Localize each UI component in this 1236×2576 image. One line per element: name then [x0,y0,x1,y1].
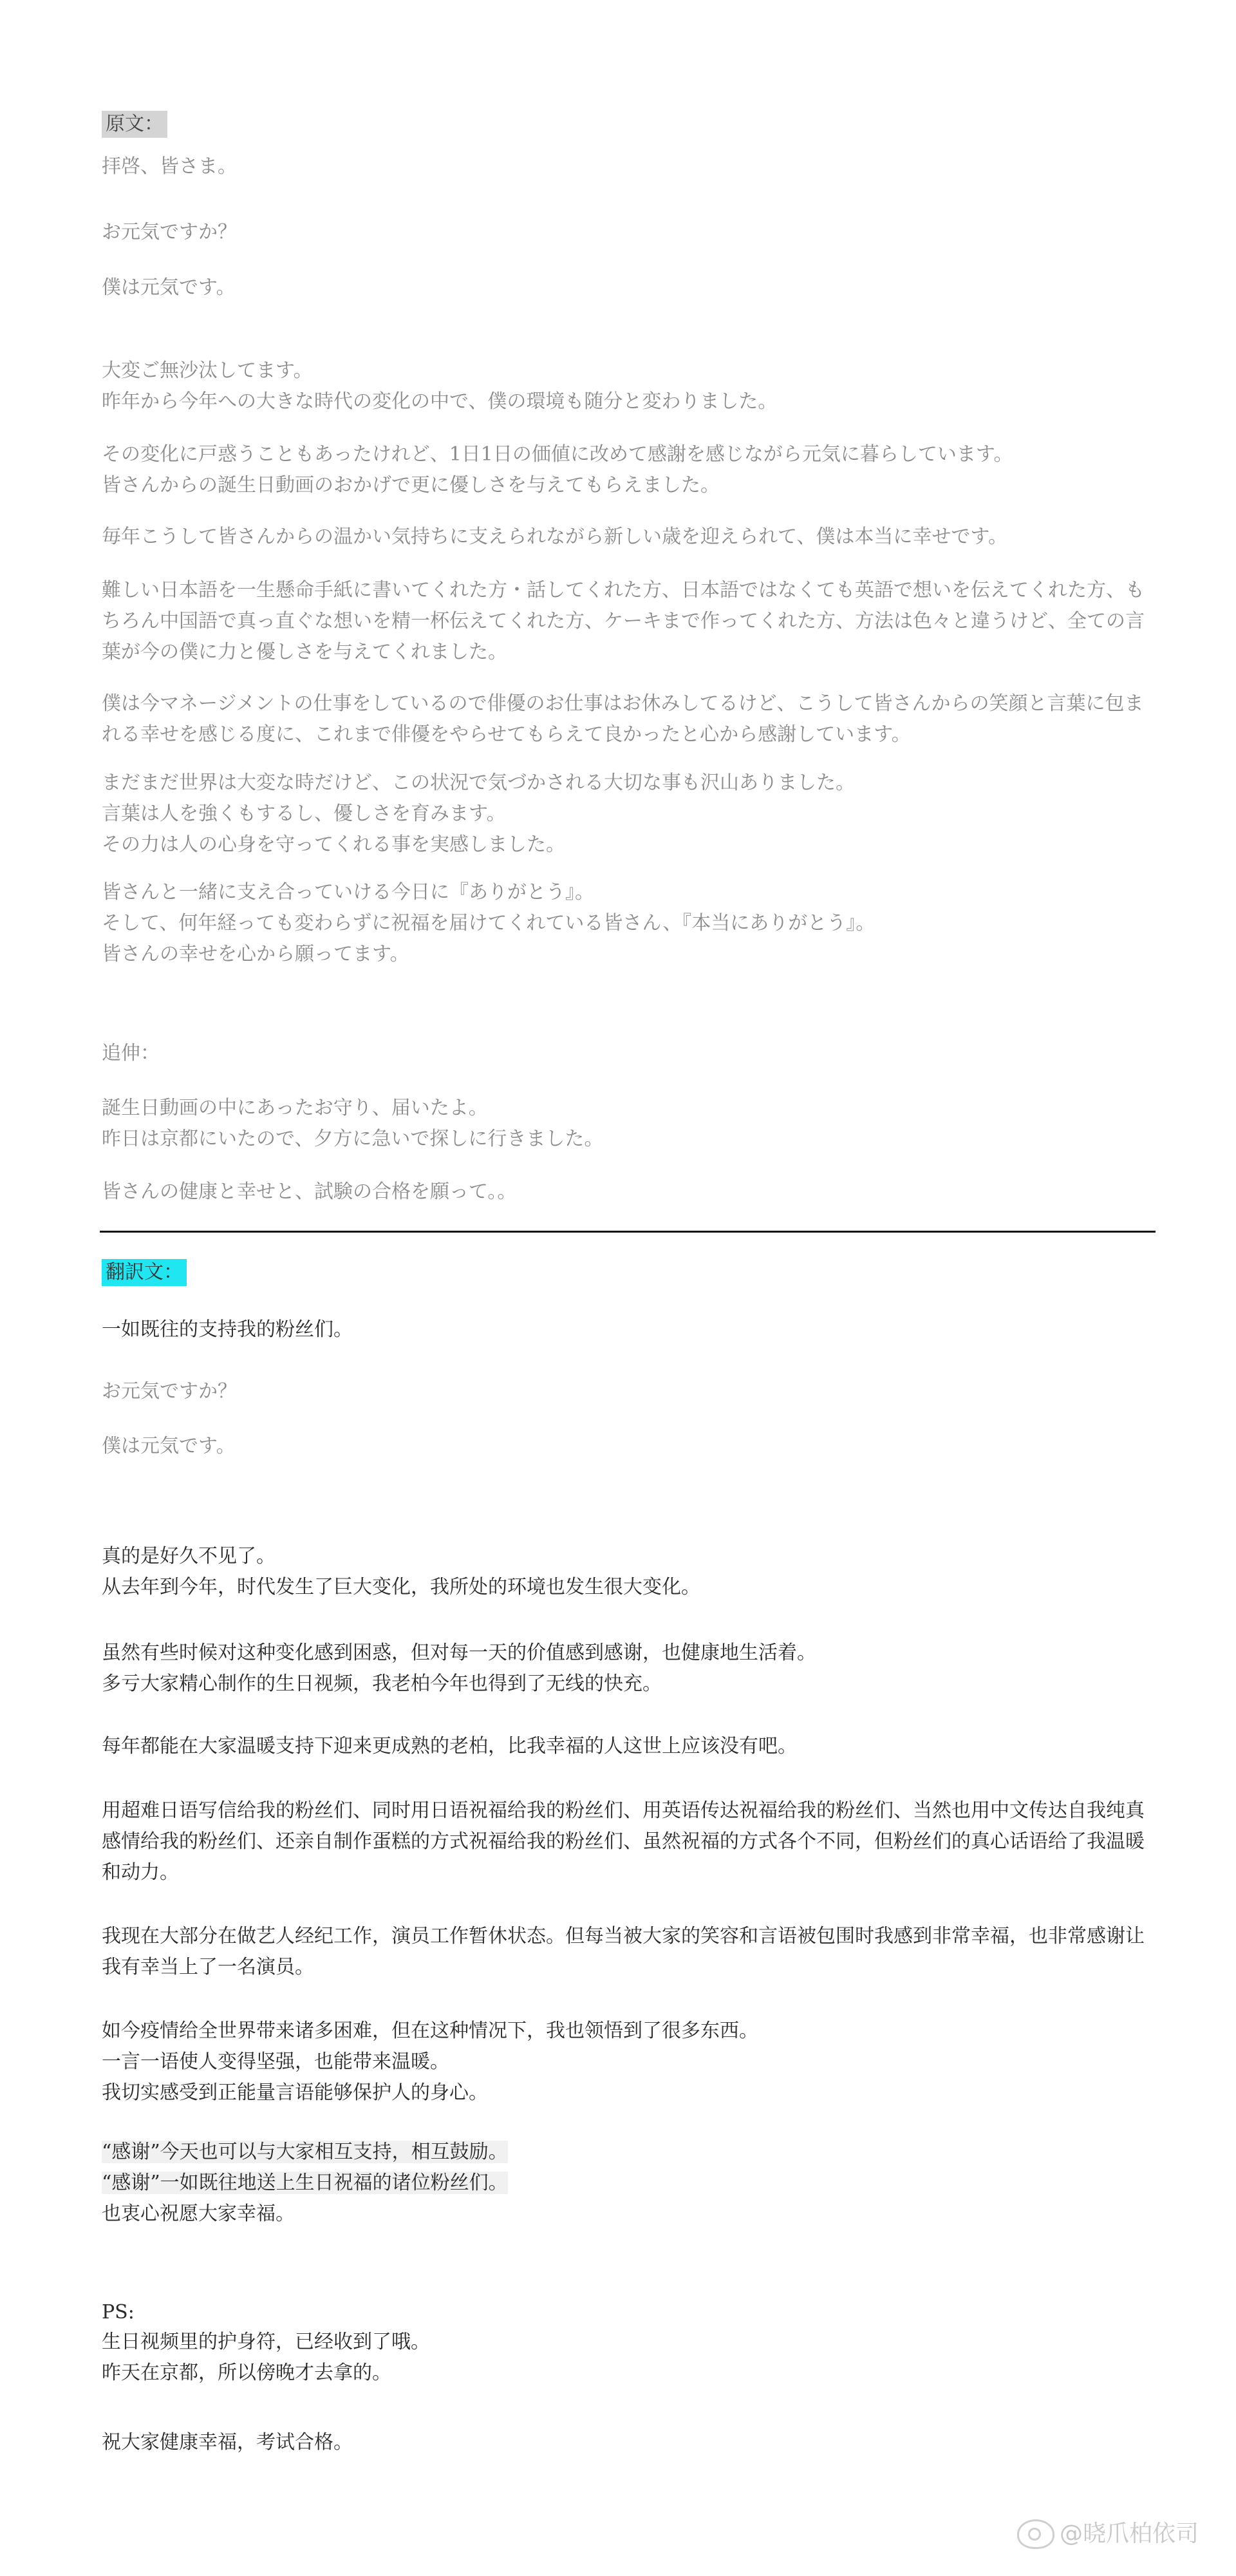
translation-p7-line-3: 也衷心祝愿大家幸福。 [102,2202,295,2225]
original-greeting: 拝啓、皆さま。 [102,155,237,178]
translation-ps-paragraph-1 [102,2327,1157,2389]
translation-question: お元気ですか？ [102,1380,237,1403]
original-question: お元気ですか？ [102,221,237,243]
translation-question-block [102,1376,1157,1407]
original-ps1-line-2: 昨日は京都にいたので、夕方に急いで探しに行きました。 [102,1128,604,1150]
translation-paragraph-7 [102,2137,1157,2230]
translation-p7-line-2: “感谢”一如既往地送上生日祝福的诸位粉丝们。 [102,2172,508,2194]
translation-p2-line-2: 多亏大家精心制作的生日视频，我老柏今年也得到了无线的快充。 [102,1672,662,1695]
original-paragraph-1 [102,355,1157,417]
original-ps-paragraph-1 [102,1093,1157,1155]
original-p5-text: 僕は今マネージメントの仕事をしているので俳優のお仕事はお休みしてるけど、こうして皆さんからの笑顔と言葉に包まれる幸せを感じる度に、これまで俳優をやらせてもらえて良かったと心から感謝しています。 [102,692,1144,746]
original-p2-line-1: その変化に戸惑うこともあったけれど、1日1日の価値に改めて感謝を感じながら元気に暮らしています。 [102,443,1013,466]
original-ps-label: 追伸： [102,1042,160,1065]
original-ps2-line: 皆さんの健康と幸せと、試験の合格を願って。。 [102,1180,517,1203]
translation-p6-line-3: 我切实感受到正能量言语能够保护人的身心。 [102,2081,488,2104]
translation-paragraph-1 [102,1541,1157,1603]
original-p4-text: 難しい日本語を一生懸命手紙に書いてくれた方・話してくれた方、日本語ではなくても英語で想いを伝えてくれた方、もちろん中国語で真っ直ぐな想いを精一杯伝えてくれた方、ケーキまで作ってくれた方、方法は色々と違うけど、全ての言葉が今の僕に力と優しさを与えてくれました。 [102,579,1145,663]
translation-p3-line: 每年都能在大家温暖支持下迎来更成熟的老柏，比我幸福的人这世上应该没有吧。 [102,1735,797,1757]
original-p3-line: 毎年こうして皆さんからの温かい気持ちに支えられながら新しい歳を迎えられて、僕は本当に幸せです。 [102,526,1007,548]
translation-p1-line-1: 真的是好久不见了。 [102,1545,276,1567]
translation-p1-line-2: 从去年到今年，时代发生了巨大变化，我所处的环境也发生很大变化。 [102,1576,700,1598]
translation-heading: 翻訳文： [102,1259,187,1286]
translation-paragraph-2 [102,1638,1157,1700]
original-p7-line-1: 皆さんと一緒に支え合っていける今日に『ありがとう』。 [102,881,594,904]
original-paragraph-3 [102,522,1157,553]
original-paragraph-4 [102,575,1157,668]
translation-ps-paragraph-2 [102,2427,1157,2458]
original-question-block [102,217,1157,248]
original-ps1-line-1: 誕生日動画の中にあったお守り、届いたよ。 [102,1097,488,1119]
original-greeting-block [102,151,1157,182]
translation-p7-line-1: “感谢”今天也可以与大家相互支持，相互鼓励。 [102,2141,508,2163]
translation-ps-label: PS: [102,2301,135,2324]
original-paragraph-5 [102,688,1157,750]
original-p6-line-2: 言葉は人を強くもするし、優しさを育みます。 [102,802,506,825]
original-p7-line-2: そして、何年経っても変わらずに祝福を届けてくれている皆さん、『本当にありがとう』。 [102,912,876,934]
original-ps-paragraph-2 [102,1177,1157,1208]
original-heading: 原文： [102,111,167,138]
original-p6-line-1: まだまだ世界は大変な時だけど、この状況で気づかされる大切な事も沢山ありました。 [102,772,855,794]
original-answer-block [102,272,1157,303]
original-paragraph-2 [102,439,1157,501]
weibo-logo-icon [1017,2519,1054,2549]
original-paragraph-6 [102,768,1157,860]
translation-p4-text: 用超难日语写信给我的粉丝们、同时用日语祝福给我的粉丝们、用英语传达祝福给我的粉丝们、当然也用中文传达自我纯真感情给我的粉丝们、还亲自制作蛋糕的方式祝福给我的粉丝们、虽然祝福的方式各个不同，但粉丝们的真心话语给了我温暖和动力。 [102,1799,1145,1884]
original-p6-line-3: その力は人の心身を守ってくれる事を実感しました。 [102,833,565,856]
translation-paragraph-6 [102,2016,1157,2108]
translation-p2-line-1: 虽然有些时候对这种变化感到困惑，但对每一天的价值感到感谢，也健康地生活着。 [102,1642,816,1664]
translation-ps2-line: 祝大家健康幸福，考试合格。 [102,2431,353,2454]
translation-greeting: 一如既往的支持我的粉丝们。 [102,1318,353,1341]
original-p2-line-2: 皆さんからの誕生日動画のおかげで更に優しさを与えてもらえました。 [102,474,720,497]
translation-paragraph-3 [102,1731,1157,1762]
translation-answer-block [102,1431,1157,1462]
translation-p5-text: 我现在大部分在做艺人经纪工作，演员工作暂休状态。但每当被大家的笑容和言语被包围时我感到非常幸福，也非常感谢让我有幸当上了一名演员。 [102,1925,1145,1978]
watermark-text: @晓爪柏依司 [1060,2521,1199,2547]
translation-paragraph-4 [102,1795,1157,1888]
translation-p6-line-2: 一言一语使人变得坚强，也能带来温暖。 [102,2050,449,2073]
translation-greeting-block [102,1314,1157,1345]
translation-ps1-line-1: 生日视频里的护身符，已经收到了哦。 [102,2331,430,2353]
original-p1-line-1: 大変ご無沙汰してます。 [102,359,313,382]
translation-ps-label-block [102,2297,1157,2328]
section-divider [100,1231,1156,1233]
weibo-watermark [1017,2515,1199,2553]
translation-answer: 僕は元気です。 [102,1435,236,1457]
original-paragraph-7 [102,877,1157,970]
original-p1-line-2: 昨年から今年への大きな時代の変化の中で、僕の環境も随分と変わりました。 [102,390,778,413]
translation-paragraph-5 [102,1921,1157,1983]
original-ps-label-block [102,1038,1157,1069]
translation-p6-line-1: 如今疫情给全世界带来诸多困难，但在这种情况下，我也领悟到了很多东西。 [102,2020,758,2042]
translation-ps1-line-2: 昨天在京都，所以傍晚才去拿的。 [102,2362,391,2384]
original-p7-line-3: 皆さんの幸せを心から願ってます。 [102,943,409,965]
original-answer: 僕は元気です。 [102,276,236,299]
